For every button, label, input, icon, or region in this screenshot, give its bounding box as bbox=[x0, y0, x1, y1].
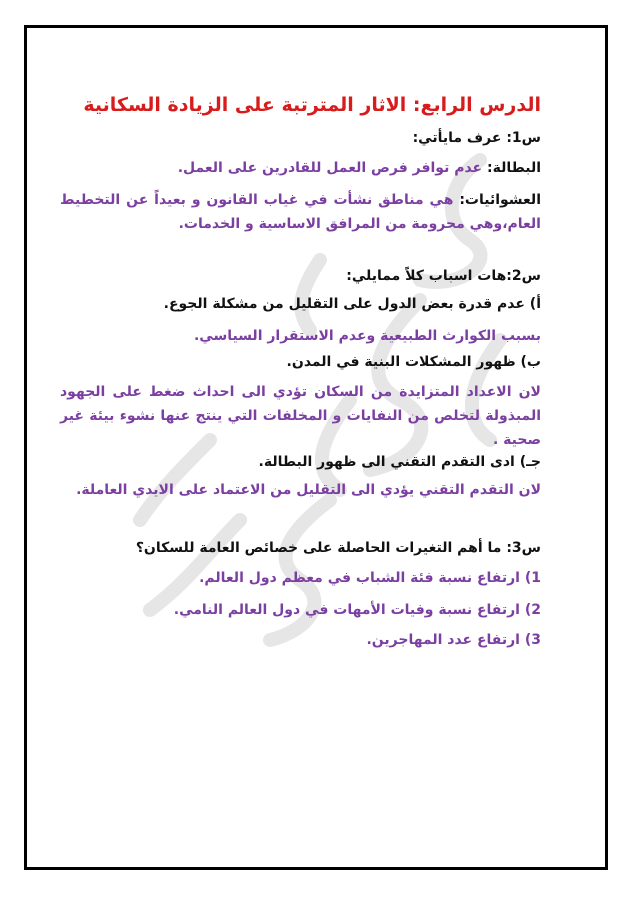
question-1: س1: عرف مايأتي: bbox=[412, 130, 541, 146]
q2-answer-c: لان التقدم التقني يؤدي الى التقليل من الاعتماد على الايدي العاملة. bbox=[76, 482, 541, 498]
q3-answer-1: 1) ارتفاع نسبة فئة الشباب في معظم دول العالم. bbox=[199, 570, 541, 586]
q3-answer-2: 2) ارتفاع نسبة وفيات الأمهات في دول العالم النامي. bbox=[173, 602, 541, 618]
term-slums: العشوائيات: bbox=[459, 192, 541, 208]
definition-slums-text: هي مناطق نشأت في غياب القانون و بعيداً عن التخطيط العام،وهي محرومة من المرافق الاساسية و الخدمات. bbox=[60, 192, 541, 232]
q2-prompt-a: أ) عدم قدرة بعض الدول على التقليل من مشكلة الجوع. bbox=[163, 296, 541, 312]
q2-prompt-b: ب) ظهور المشكلات البنية في المدن. bbox=[286, 354, 541, 370]
q2-prompt-c: جـ) ادى التقدم التقني الى ظهور البطالة. bbox=[258, 454, 541, 470]
definition-unemployment-text: عدم توافر فرص العمل للقادرين على العمل. bbox=[177, 160, 487, 176]
definition-unemployment bbox=[60, 160, 541, 176]
q2-answer-a: بسبب الكوارث الطبيعية وعدم الاستقرار السياسي. bbox=[193, 328, 541, 344]
term-unemployment: البطالة: bbox=[486, 160, 541, 176]
question-3: س3: ما أهم التغيرات الحاصلة على خصائص العامة للسكان؟ bbox=[135, 540, 541, 556]
question-2: س2:هات اسباب كلاً ممايلي: bbox=[346, 268, 541, 284]
q3-answer-3: 3) ارتفاع عدد المهاجرين. bbox=[366, 632, 541, 648]
q2-answer-b: لان الاعداد المتزايدة من السكان تؤدي الى احداث ضغط على الجهود المبذولة لتخلص من النفايات و المخلفات التي ينتج عنها نشوء بيئة غير صحية . bbox=[60, 384, 541, 448]
lesson-title: الدرس الرابع: الاثار المترتبة على الزيادة السكانية bbox=[83, 94, 541, 116]
definition-slums bbox=[60, 188, 541, 236]
